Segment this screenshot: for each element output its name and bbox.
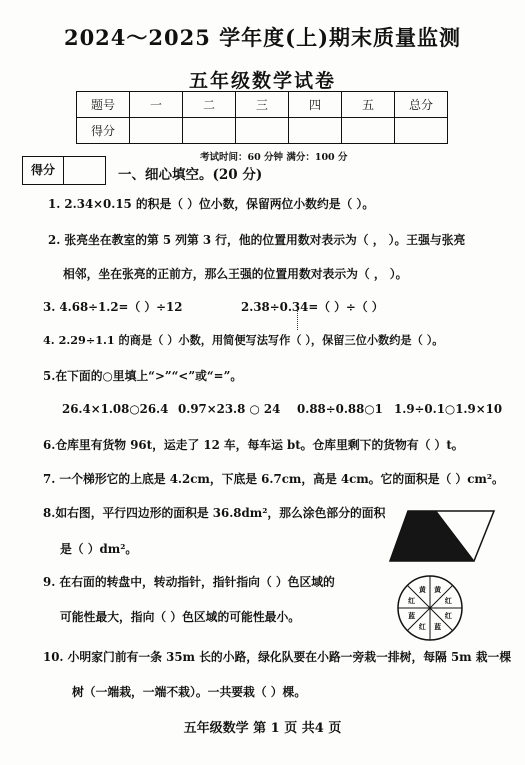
score-cell bbox=[395, 118, 448, 144]
spinner-sector-label: 蓝 bbox=[408, 611, 416, 621]
question-9-line2: 可能性最大，指向（ ）色区域的可能性最小。 bbox=[60, 610, 301, 624]
question-6-text: 6.仓库里有货物 96t，运走了 12 车，每车运 bt。仓库里剩下的货物有（ ）t。 bbox=[43, 438, 464, 452]
page-footer: 五年级数学 第 1 页 共4 页 bbox=[183, 721, 342, 736]
question-7-text: 7. 一个梯形它的上底是 4.2cm，下底是 6.7cm，高是 4cm。它的面积是（ ）cm²。 bbox=[43, 472, 504, 486]
score-cell bbox=[130, 118, 183, 144]
score-cell bbox=[342, 118, 395, 144]
question-8-line1: 8.如右图，平行四边形的面积是 36.8dm²，那么涂色部分的面积 bbox=[43, 506, 386, 520]
question-10-line1: 10. 小明家门前有一条 35m 长的小路，绿化队要在小路一旁栽一排树，每隔 5m 栽一棵 bbox=[43, 650, 512, 664]
score-cell bbox=[183, 118, 236, 144]
question-5-text: 5.在下面的○里填上“>”“<”或“=”。 bbox=[43, 369, 243, 383]
score-cell bbox=[236, 118, 289, 144]
spinner-sector-label: 蓝 bbox=[434, 621, 442, 631]
compare-item: 0.88÷0.88○1 bbox=[297, 402, 383, 416]
question-3-part-b: 2.38÷0.34=（ ）÷（ ） bbox=[241, 300, 384, 314]
score-row-label: 得分 bbox=[77, 118, 130, 144]
score-table-score-row bbox=[77, 118, 448, 144]
score-table-header: 一 bbox=[130, 92, 183, 118]
score-table-header-row bbox=[77, 92, 448, 118]
shaded-triangle bbox=[390, 511, 474, 561]
compare-item: 1.9÷0.1○1.9×10 bbox=[394, 402, 503, 416]
section-score-box bbox=[22, 156, 106, 185]
score-table-header: 二 bbox=[183, 92, 236, 118]
question-4-text: 4. 2.29÷1.1 的商是（ ）小数，用简便写法写作（ ），保留三位小数约是（ ）。 bbox=[43, 333, 444, 347]
page-title: 2024～2025 学年度(上)期末质量监测 bbox=[63, 25, 462, 50]
score-table-header: 总分 bbox=[395, 92, 448, 118]
question-3-part-a: 3. 4.68÷1.2=（ ）÷12 bbox=[43, 300, 183, 314]
question-1-text: 1. 2.34×0.15 的积是（ ）位小数，保留两位小数约是（ ）。 bbox=[48, 197, 375, 211]
score-table-header: 五 bbox=[342, 92, 395, 118]
score-table-header: 四 bbox=[289, 92, 342, 118]
spinner-sector-label: 黄 bbox=[434, 585, 442, 595]
scan-mark bbox=[297, 308, 298, 330]
question-9-line1: 9. 在右面的转盘中，转动指针，指针指向（ ）色区域的 bbox=[43, 575, 335, 589]
compare-item: 0.97×23.8 ○ 24 bbox=[178, 402, 281, 416]
score-cell bbox=[289, 118, 342, 144]
score-table-header: 题号 bbox=[77, 92, 130, 118]
question-2-line2: 相邻，坐在张亮的正前方，那么王强的位置用数对表示为（ ， ）。 bbox=[63, 267, 408, 281]
score-table-header: 三 bbox=[236, 92, 289, 118]
section-score-label: 得分 bbox=[23, 157, 64, 184]
spinner-sector-label: 黄 bbox=[418, 585, 426, 595]
spinner-wheel bbox=[395, 573, 465, 643]
section-title: 一、细心填空。(20 分) bbox=[118, 167, 263, 183]
spinner-sector-label: 红 bbox=[444, 595, 452, 605]
compare-item: 26.4×1.08○26.4 bbox=[62, 402, 169, 416]
spinner-sector-label: 红 bbox=[444, 611, 452, 621]
exam-info: 考试时间：60 分钟 满分：100 分 bbox=[200, 152, 348, 163]
question-2-line1: 2. 张亮坐在教室的第 5 列第 3 行，他的位置用数对表示为（ ， ）。王强与张亮 bbox=[48, 233, 466, 247]
question-8-line2: 是（ ）dm²。 bbox=[60, 542, 138, 556]
spinner-sector-label: 红 bbox=[408, 595, 416, 605]
page-subtitle: 五年级数学试卷 bbox=[188, 70, 336, 92]
parallelogram-figure bbox=[388, 505, 496, 565]
score-table bbox=[76, 91, 448, 144]
question-10-line2: 树（一端栽，一端不栽）。一共要栽（ ）棵。 bbox=[72, 685, 307, 699]
spinner-sector-label: 红 bbox=[418, 621, 426, 631]
